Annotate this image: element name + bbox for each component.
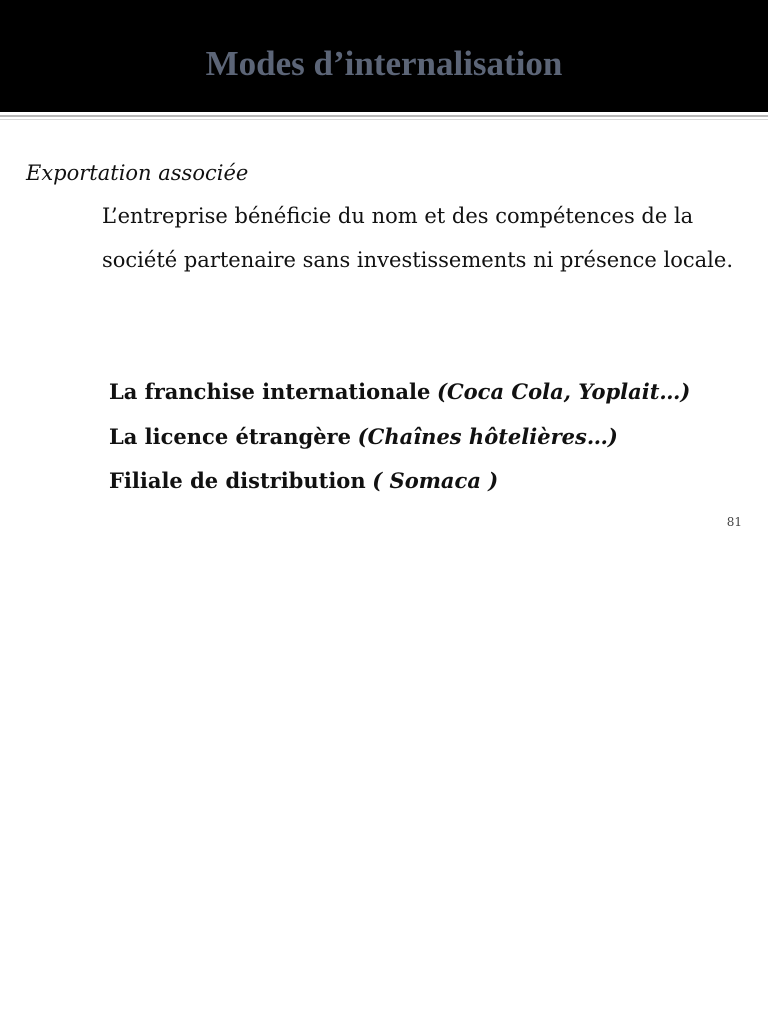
item-label: La franchise internationale — [109, 379, 431, 404]
item-example: (Coca Cola, Yoplait…) — [437, 379, 691, 404]
section-heading: Exportation associée — [26, 161, 249, 185]
slide-title: Modes d’internalisation — [205, 44, 563, 83]
item-example: ( Somaca ) — [372, 468, 499, 493]
body-paragraph: L’entreprise bénéficie du nom et des compétences de la société partenaire sans investissements ni présence locale. — [102, 204, 733, 272]
title-divider-secondary — [0, 119, 768, 120]
list-item — [109, 370, 749, 415]
title-divider — [0, 115, 768, 117]
list-item — [109, 415, 749, 460]
title-band — [0, 0, 768, 112]
list-item — [109, 459, 749, 504]
page-number: 81 — [726, 515, 742, 529]
item-label: Filiale de distribution — [109, 468, 366, 493]
item-label: La licence étrangère — [109, 423, 351, 449]
item-example: (Chaînes hôtelières…) — [357, 423, 618, 449]
modes-list — [109, 370, 749, 504]
